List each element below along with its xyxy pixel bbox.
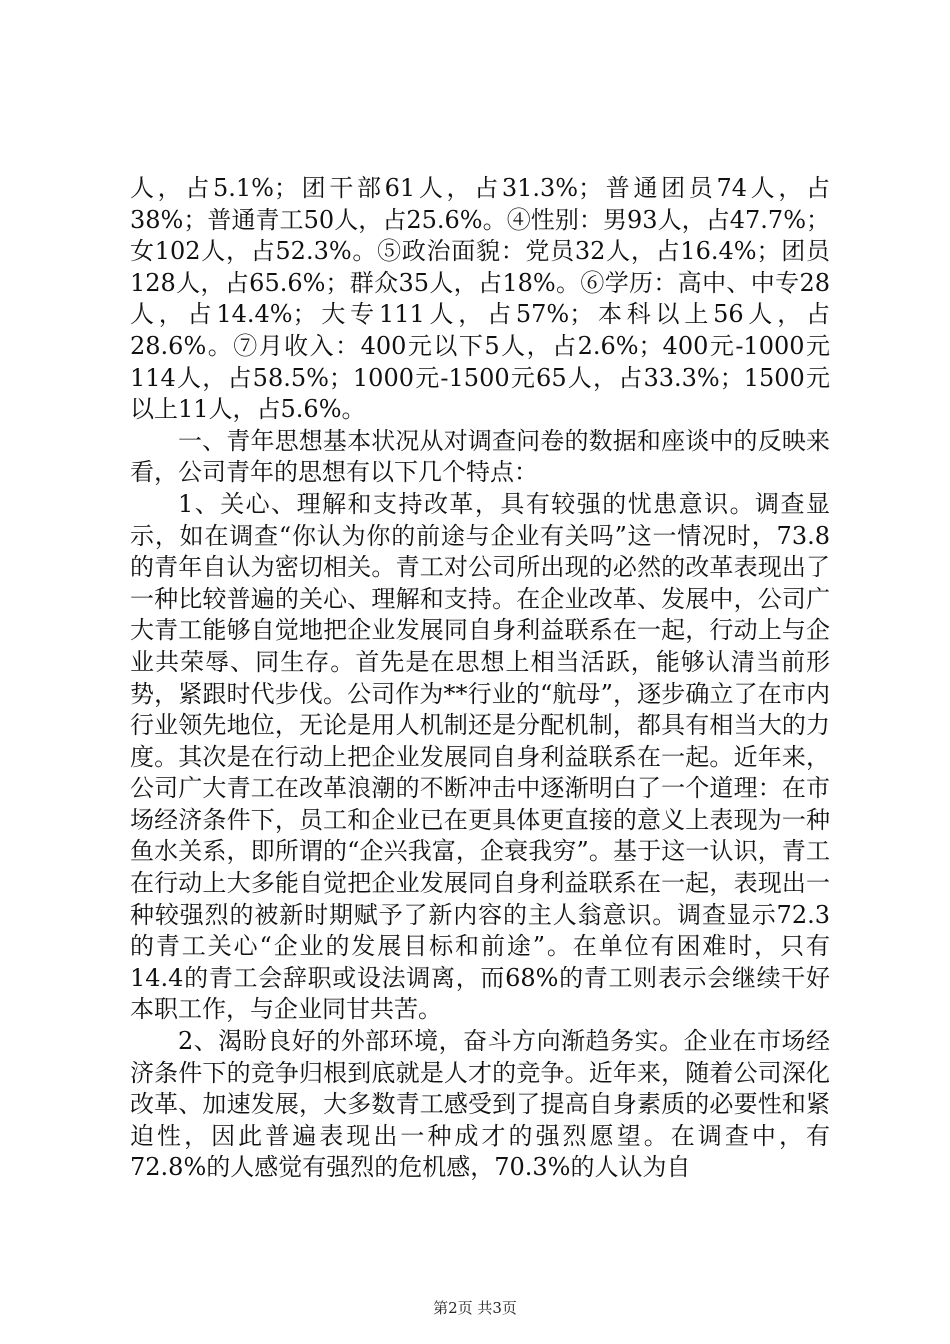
- paragraph-point-one: 1、关心、理解和支持改革，具有较强的忧患意识。调查显示，如在调查“你认为你的前途与企业有关吗”这一情况时，73.8的青年自认为密切相关。青工对公司所出现的必然的改革表现出了一种比较普遍的关心、理解和支持。在企业改革、发展中，公司广大青工能够自觉地把企业发展同自身利益联系在一起，行动上与企业共荣辱、同生存。首先是在思想上相当活跃，能够认清当前形势，紧跟时代步伐。公司作为**行业的“航母”，逐步确立了在市内行业领先地位，无论是用人机制还是分配机制，都具有相当大的力度。其次是在行动上把企业发展同自身利益联系在一起。近年来，公司广大青工在改革浪潮的不断冲击中逐渐明白了一个道理：在市场经济条件下，员工和企业已在更具体更直接的意义上表现为一种鱼水关系，即所谓的“企兴我富，企衰我穷”。基于这一认识，青工在行动上大多能自觉把企业发展同自身利益联系在一起，表现出一种较强烈的被新时期赋予了新内容的主人翁意识。调查显示72.3的青工关心“企业的发展目标和前途”。在单位有困难时，只有14.4的青工会辞职或设法调离，而68%的青工则表示会继续干好本职工作，与企业同甘共苦。: [130, 489, 830, 1024]
- page-number-footer: 第2页 共3页: [433, 1299, 517, 1317]
- paragraph-point-two: 2、渴盼良好的外部环境，奋斗方向渐趋务实。企业在市场经济条件下的竞争归根到底就是人才的竞争。近年来，随着公司深化改革、加速发展，大多数青工感受到了提高自身素质的必要性和紧迫性，因此普遍表现出一种成才的强烈愿望。在调查中，有72.8%的人感觉有强烈的危机感，70.3%的人认为自: [130, 1027, 830, 1182]
- paragraph-stats-continued: 人，占5.1%；团干部61人，占31.3%；普通团员74人，占38%；普通青工50人，占25.6%。④性别：男93人，占47.7%；女102人，占52.3%。⑤政治面貌：党员32人，占16.4%；团员128人，占65.6%；群众35人，占18%。⑥学历：高中、中专28人，占14.4%；大专111人，占57%；本科以上56人，占28.6%。⑦月收入：400元以下5人，占2.6%；400元-1000元114人，占58.5%；1000元-1500元65人，占33.3%；1500元以上11人，占5.6%。: [130, 174, 830, 424]
- document-body: [130, 173, 830, 1184]
- paragraph-section-one-intro: 一、青年思想基本状况从对调查问卷的数据和座谈中的反映来看，公司青年的思想有以下几个特点：: [130, 426, 830, 487]
